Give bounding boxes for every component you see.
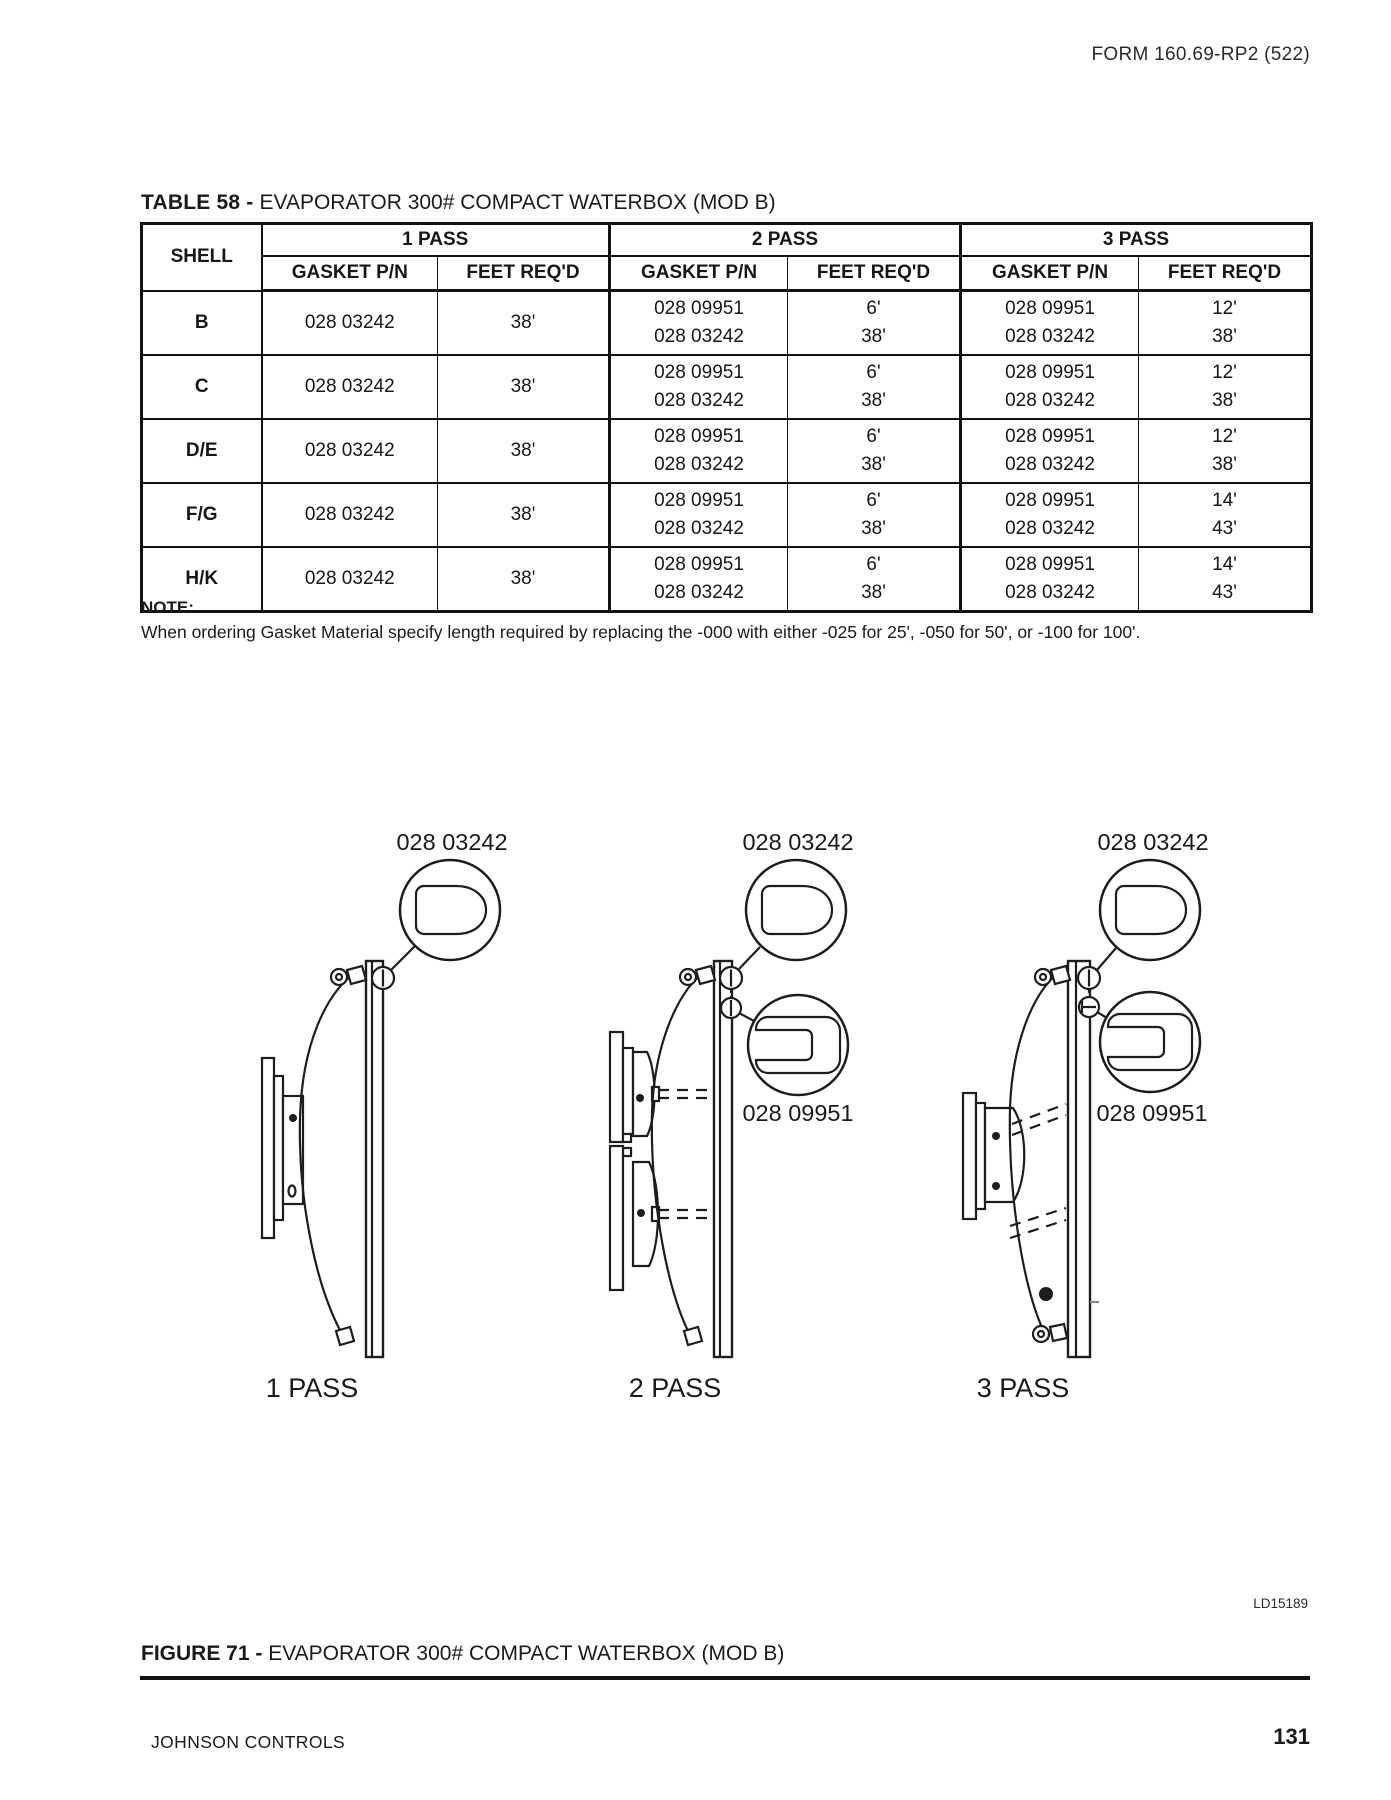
gasket-part-label: 028 03242: [1097, 829, 1209, 855]
cell-gasket: 028 03242: [262, 419, 438, 483]
cell-shell: F/G: [142, 483, 262, 547]
pass-label: 2 PASS: [628, 1373, 722, 1403]
gasket-marker: [1078, 967, 1100, 989]
bolt-hole: [637, 1209, 645, 1217]
figure-caption-prefix: FIGURE 71 -: [141, 1642, 269, 1665]
flat-gasket-profile: [416, 886, 486, 934]
bolt: [684, 1327, 702, 1345]
cell-gasket: 028 09951 028 03242: [610, 419, 788, 483]
drawing-id: LD15189: [1253, 1596, 1308, 1611]
cell-feet: 38': [438, 291, 610, 356]
bolt: [336, 1327, 354, 1345]
column-header-pass3: 3 PASS: [961, 224, 1312, 257]
cell-gasket: 028 03242: [262, 483, 438, 547]
bolt-hole: [992, 1132, 1000, 1140]
cell-gasket: 028 09951 028 03242: [610, 483, 788, 547]
column-header-pass2: 2 PASS: [610, 224, 961, 257]
detail-circle-channel-gasket: [1100, 992, 1200, 1092]
gasket-part-label: 028 09951: [1096, 1100, 1208, 1126]
cell-gasket: 028 09951 028 03242: [961, 355, 1139, 419]
cell-shell: B: [142, 291, 262, 356]
column-header-feet: FEET REQ'D: [788, 256, 961, 291]
nozzle-flange: [963, 1093, 1024, 1219]
gasket-marker: [721, 998, 741, 1018]
cell-feet: 14' 43': [1139, 547, 1312, 612]
diagram-2-pass: [610, 829, 854, 1403]
note-label: NOTE:: [141, 598, 194, 617]
cell-feet: 38': [438, 419, 610, 483]
column-header-feet: FEET REQ'D: [1139, 256, 1312, 291]
table-title-text: EVAPORATOR 300# COMPACT WATERBOX (MOD B): [259, 191, 776, 214]
tube-sheet: [1068, 961, 1090, 1357]
cell-feet: 38': [438, 483, 610, 547]
callout-leader: [391, 946, 415, 970]
column-header-gasket: GASKET P/N: [961, 256, 1139, 291]
table-title-prefix: TABLE 58 -: [141, 191, 260, 214]
column-header-gasket: GASKET P/N: [610, 256, 788, 291]
cell-shell: C: [142, 355, 262, 419]
cell-feet: 6' 38': [788, 419, 961, 483]
cell-feet: 12' 38': [1139, 419, 1312, 483]
cell-feet: 6' 38': [788, 291, 961, 356]
flat-gasket-profile: [1116, 886, 1186, 934]
cell-gasket: 028 09951 028 03242: [961, 291, 1139, 356]
partition-hidden-line: [658, 1090, 714, 1218]
bolt-hole: [289, 1114, 297, 1122]
bolt: [1033, 1324, 1067, 1342]
bolt-hole: [636, 1094, 644, 1102]
bolt-hole: [992, 1182, 1000, 1190]
gasket-marker: [1079, 997, 1099, 1017]
cell-feet: 14' 43': [1139, 483, 1312, 547]
footer-company: JOHNSON CONTROLS: [151, 1732, 346, 1752]
gasket-part-label: 028 09951: [742, 1100, 854, 1126]
form-number: FORM 160.69-RP2 (522): [1091, 44, 1310, 65]
joint-tab: [623, 1134, 631, 1142]
cell-feet: 12' 38': [1139, 355, 1312, 419]
cell-gasket: 028 03242: [262, 547, 438, 612]
cell-feet: 6' 38': [788, 355, 961, 419]
tube-sheet: [714, 961, 732, 1357]
nozzle-flange: [262, 1058, 303, 1238]
cell-feet: 12' 38': [1139, 291, 1312, 356]
cell-feet: 6' 38': [788, 547, 961, 612]
bolt: [331, 966, 366, 985]
column-header-pass1: 1 PASS: [262, 224, 610, 257]
pass-label: 1 PASS: [265, 1373, 359, 1403]
diagram-3-pass: [963, 829, 1209, 1403]
gasket-part-label: 028 03242: [742, 829, 854, 855]
diagram-1-pass: [262, 829, 508, 1403]
cell-feet: 6' 38': [788, 483, 961, 547]
gasket-part-label: 028 03242: [396, 829, 508, 855]
cell-gasket: 028 09951 028 03242: [961, 419, 1139, 483]
cell-gasket: 028 09951 028 03242: [961, 483, 1139, 547]
channel-gasket-profile: [1108, 1014, 1192, 1070]
flat-gasket-profile: [762, 886, 832, 934]
bolt: [1039, 1287, 1053, 1301]
callout-leader: [739, 947, 760, 969]
note-text: When ordering Gasket Material specify length required by replacing the -000 with either -025 for 25', -050 for 50', or -100 for 100'.: [141, 622, 1141, 642]
cell-shell: D/E: [142, 419, 262, 483]
callout-leader: [739, 1013, 754, 1021]
figure-caption-text: EVAPORATOR 300# COMPACT WATERBOX (MOD B): [268, 1642, 785, 1665]
cell-gasket: 028 03242: [262, 291, 438, 356]
column-header-shell: SHELL: [142, 224, 262, 291]
joint-tab: [623, 1148, 631, 1156]
cell-gasket: 028 09951 028 03242: [610, 547, 788, 612]
cell-gasket: 028 03242: [262, 355, 438, 419]
cell-gasket: 028 09951 028 03242: [961, 547, 1139, 612]
gasket-marker: [720, 967, 742, 989]
nozzle-flange: [610, 1032, 658, 1290]
bolt: [680, 966, 715, 985]
cell-gasket: 028 09951 028 03242: [610, 291, 788, 356]
waterbox-dome: [300, 969, 360, 1342]
channel-gasket-profile: [756, 1017, 840, 1073]
pass-label: 3 PASS: [976, 1373, 1070, 1403]
gasket-marker: [372, 967, 394, 989]
detail-circle-channel-gasket: [748, 995, 848, 1095]
page-number: 131: [1273, 1724, 1310, 1749]
caption-divider-rule: [140, 1676, 1310, 1680]
bolt: [1035, 966, 1070, 985]
tube-sheet: [366, 961, 383, 1357]
cell-gasket: 028 09951 028 03242: [610, 355, 788, 419]
waterbox-dome: [652, 969, 708, 1342]
cell-feet: 38': [438, 355, 610, 419]
column-header-gasket: GASKET P/N: [262, 256, 438, 291]
cell-feet: 38': [438, 547, 610, 612]
callout-leader: [1097, 948, 1116, 970]
column-header-feet: FEET REQ'D: [438, 256, 610, 291]
figure-caption: [141, 1642, 784, 1666]
cell-shell: H/K: [142, 547, 262, 612]
